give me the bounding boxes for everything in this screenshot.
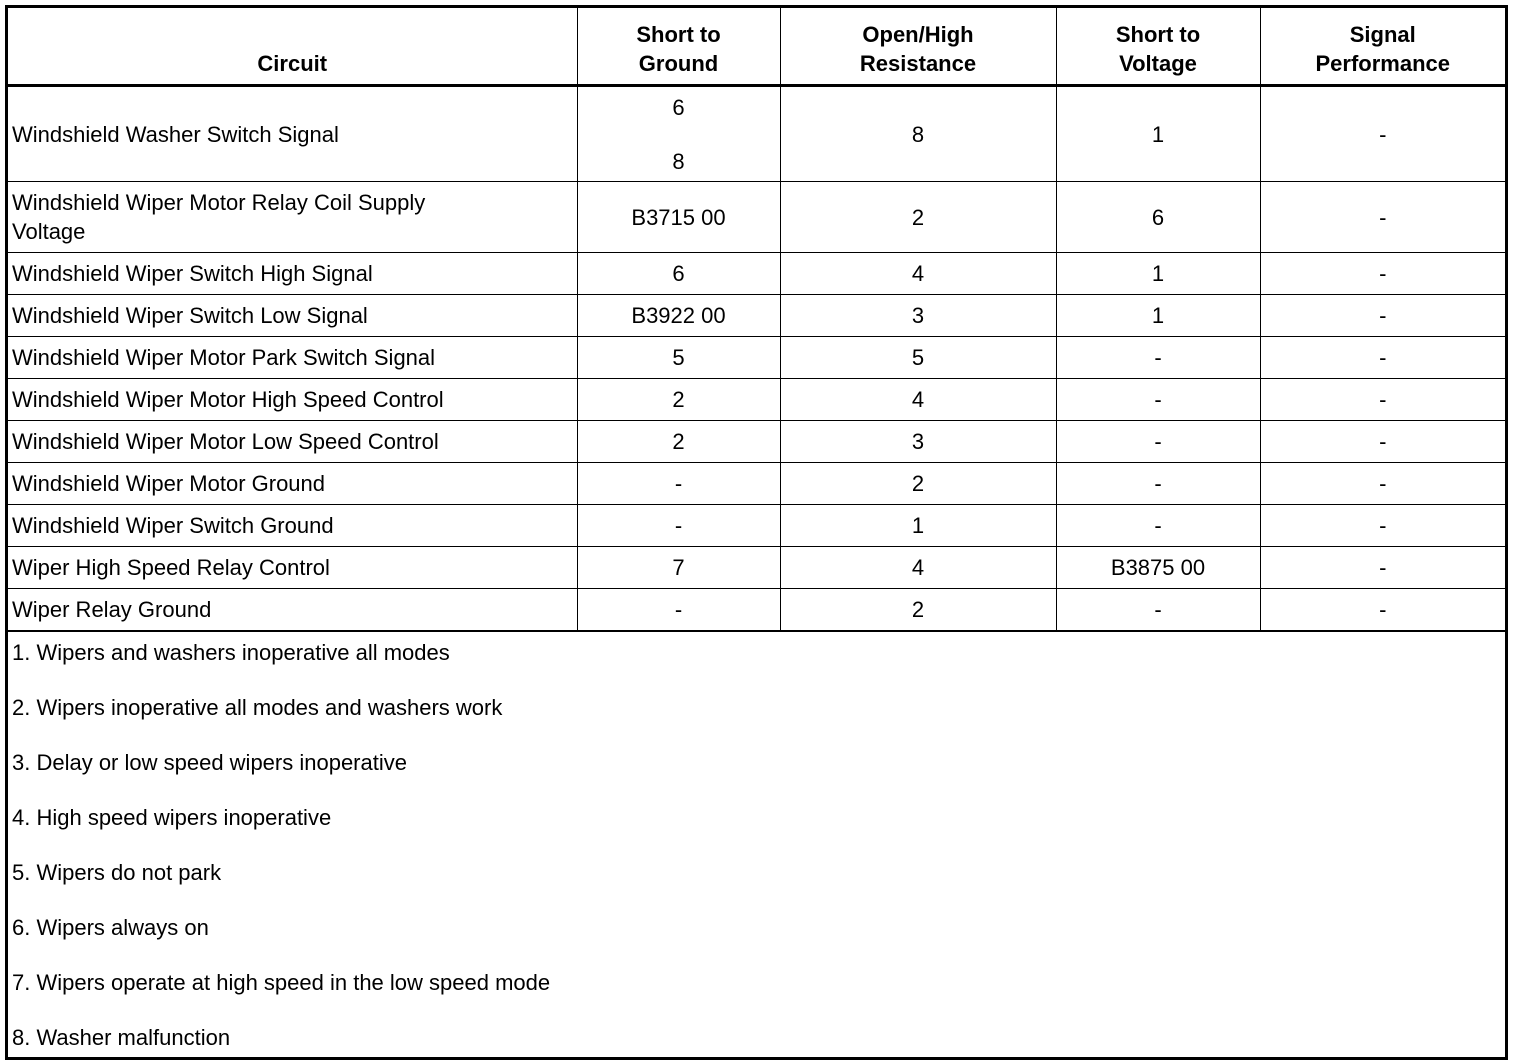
note-item: 7. Wipers operate at high speed in the low speed mode [12, 970, 551, 995]
short-to-ground-cell: 7 [577, 547, 780, 589]
short-to-ground-cell: - [577, 463, 780, 505]
table-row [8, 86, 1505, 182]
signal-performance-cell: - [1260, 589, 1505, 631]
open-high-resistance-cell: 3 [780, 295, 1056, 337]
note-item: 8. Washer malfunction [12, 1025, 231, 1050]
short-to-ground-cell: 5 [577, 337, 780, 379]
header-row [8, 8, 1505, 86]
short-to-ground-cell: B3715 00 [577, 182, 780, 253]
open-high-resistance-cell: 2 [780, 463, 1056, 505]
short-to-ground-cell: B3922 00 [577, 295, 780, 337]
short-to-ground-cell: 2 [577, 379, 780, 421]
open-high-resistance-cell: 2 [780, 182, 1056, 253]
circuit-cell: Windshield Wiper Motor High Speed Control [8, 379, 577, 421]
short-to-ground-cell: 2 [577, 421, 780, 463]
open-high-resistance-cell: 8 [780, 86, 1056, 182]
short-to-voltage-cell: - [1056, 379, 1260, 421]
signal-performance-cell: - [1260, 86, 1505, 182]
circuit-cell: Windshield Wiper Motor Low Speed Control [8, 421, 577, 463]
note-item: 1. Wipers and washers inoperative all modes [12, 640, 450, 665]
note-item: 6. Wipers always on [12, 915, 209, 940]
table-row [8, 295, 1505, 337]
table-row [8, 547, 1505, 589]
open-high-resistance-cell: 3 [780, 421, 1056, 463]
short-to-ground-cell: 6 [577, 253, 780, 295]
note-item: 4. High speed wipers inoperative [12, 805, 332, 830]
table-row [8, 337, 1505, 379]
signal-performance-cell: - [1260, 182, 1505, 253]
short-to-voltage-cell: 1 [1056, 253, 1260, 295]
open-high-resistance-cell: 4 [780, 379, 1056, 421]
circuit-cell: Wiper Relay Ground [8, 589, 577, 631]
short-to-ground-cell: - [577, 589, 780, 631]
note-item: 5. Wipers do not park [12, 860, 222, 885]
table-row [8, 253, 1505, 295]
table-row [8, 421, 1505, 463]
open-high-resistance-cell: 4 [780, 547, 1056, 589]
signal-performance-cell: - [1260, 547, 1505, 589]
short-to-voltage-cell: B3875 00 [1056, 547, 1260, 589]
short-to-ground-cell: 6 8 [577, 86, 780, 182]
short-to-voltage-cell: - [1056, 463, 1260, 505]
short-to-ground-cell: - [577, 505, 780, 547]
signal-performance-cell: - [1260, 253, 1505, 295]
open-high-resistance-cell: 1 [780, 505, 1056, 547]
signal-performance-cell: - [1260, 379, 1505, 421]
circuit-cell: Wiper High Speed Relay Control [8, 547, 577, 589]
table-row [8, 505, 1505, 547]
signal-performance-cell: - [1260, 295, 1505, 337]
open-high-resistance-cell: 2 [780, 589, 1056, 631]
note-item: 3. Delay or low speed wipers inoperative [12, 750, 407, 775]
notes-section [8, 630, 1505, 1052]
signal-performance-cell: - [1260, 337, 1505, 379]
header-signal-performance: Signal Performance [1260, 8, 1505, 86]
circuit-cell: Windshield Wiper Switch Low Signal [8, 295, 577, 337]
short-to-voltage-cell: 6 [1056, 182, 1260, 253]
circuit-cell: Windshield Washer Switch Signal [8, 86, 577, 182]
circuit-cell: Windshield Wiper Motor Ground [8, 463, 577, 505]
short-to-voltage-cell: - [1056, 421, 1260, 463]
signal-performance-cell: - [1260, 421, 1505, 463]
short-to-voltage-cell: - [1056, 589, 1260, 631]
open-high-resistance-cell: 4 [780, 253, 1056, 295]
circuit-cell: Windshield Wiper Switch Ground [8, 505, 577, 547]
circuit-fault-table [8, 8, 1505, 630]
table-row [8, 182, 1505, 253]
header-open-high-resistance: Open/High Resistance [780, 8, 1056, 86]
signal-performance-cell: - [1260, 505, 1505, 547]
circuit-cell: Windshield Wiper Switch High Signal [8, 253, 577, 295]
diagnostic-table-frame [5, 5, 1508, 1060]
open-high-resistance-cell: 5 [780, 337, 1056, 379]
signal-performance-cell: - [1260, 463, 1505, 505]
circuit-cell: Windshield Wiper Motor Park Switch Signal [8, 337, 577, 379]
header-circuit: Circuit [8, 8, 577, 86]
table-row [8, 589, 1505, 631]
table-row [8, 463, 1505, 505]
short-to-voltage-cell: - [1056, 337, 1260, 379]
circuit-cell: Windshield Wiper Motor Relay Coil Supply Voltage [8, 182, 577, 253]
short-to-voltage-cell: 1 [1056, 295, 1260, 337]
header-short-to-voltage: Short to Voltage [1056, 8, 1260, 86]
table-row [8, 379, 1505, 421]
note-item: 2. Wipers inoperative all modes and washers work [12, 695, 503, 720]
short-to-voltage-cell: 1 [1056, 86, 1260, 182]
header-short-to-ground: Short to Ground [577, 8, 780, 86]
short-to-voltage-cell: - [1056, 505, 1260, 547]
